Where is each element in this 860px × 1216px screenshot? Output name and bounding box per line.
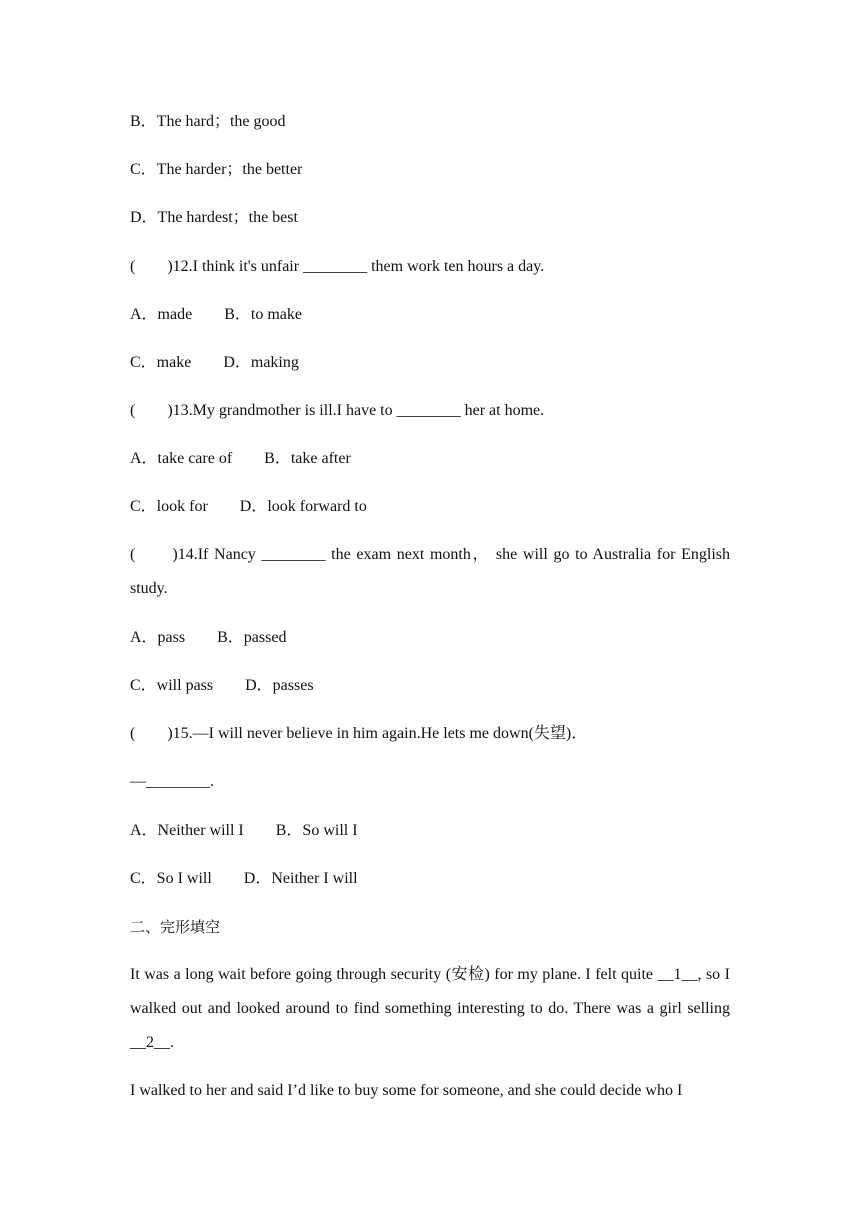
- q12-options-row1: A．made B．to make: [130, 306, 302, 323]
- q12-stem: ( )12.I think it's unfair ________ them work ten hours a day.: [130, 258, 545, 275]
- cloze-paragraph-2: I walked to her and said I’d like to buy some for someone, and she could decide who I: [130, 1082, 683, 1099]
- q15-options-row1: A．Neither will I B．So will I: [130, 822, 358, 839]
- q12-options-row2: C．make D．making: [130, 354, 299, 371]
- q14-stem: ( )14.If Nancy ________ the exam next month， she will go to Australia for English study.: [130, 546, 730, 597]
- q11-option-d: D．The hardest；the best: [130, 209, 298, 226]
- section-heading: 二、完形填空: [130, 918, 221, 936]
- q15-reply: —________.: [130, 773, 214, 790]
- q13-options-row1: A．take care of B．take after: [130, 450, 351, 467]
- q11-option-b: B．The hard；the good: [130, 113, 286, 130]
- q14-options-row1: A．pass B．passed: [130, 629, 287, 646]
- q15-options-row2: C．So I will D．Neither I will: [130, 870, 358, 887]
- q11-option-c: C．The harder；the better: [130, 161, 303, 178]
- cloze-paragraph-1: It was a long wait before going through security (安检) for my plane. I felt quite __1__, so I walked out and looked around to find something interesting to do. There was a girl selling __2__.: [130, 966, 730, 1051]
- q15-stem: ( )15.—I will never believe in him again.He lets me down(失望)．: [130, 725, 588, 742]
- q14-options-row2: C．will pass D．passes: [130, 677, 314, 694]
- q13-stem: ( )13.My grandmother is ill.I have to ________ her at home.: [130, 402, 545, 419]
- q13-options-row2: C．look for D．look forward to: [130, 498, 367, 515]
